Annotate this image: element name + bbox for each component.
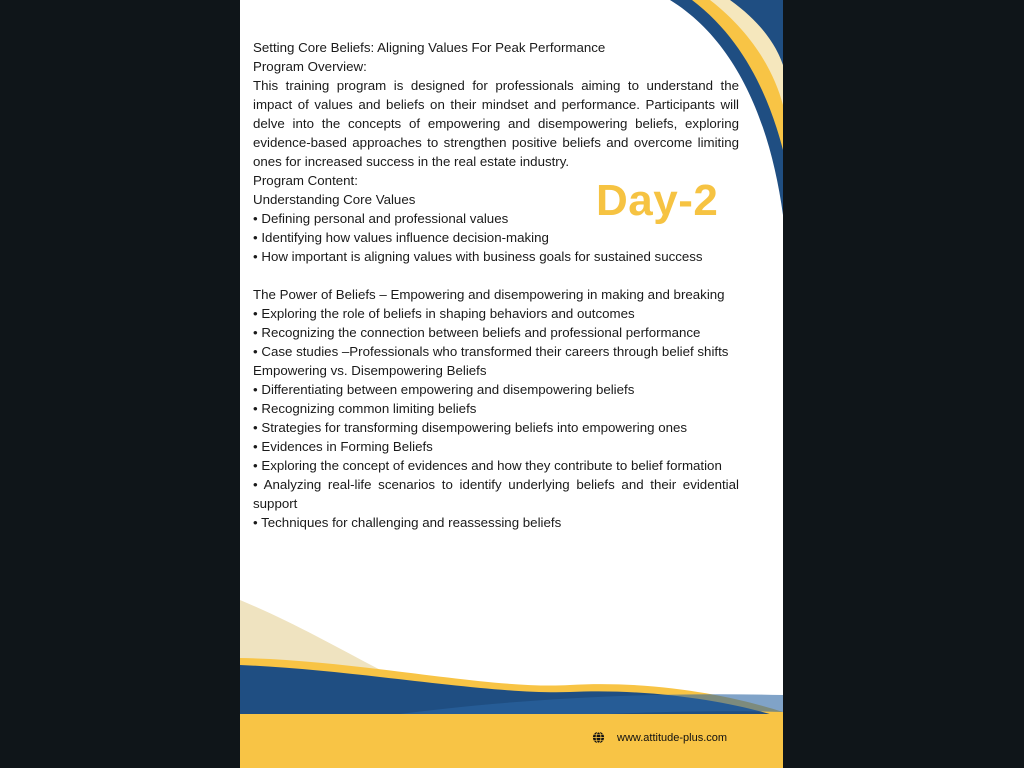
globe-icon — [592, 731, 605, 744]
spacer — [253, 266, 739, 285]
overview-text: This training program is designed for professionals aiming to understand the impact of values and beliefs on their mindset and performance. Participants will delve into the concepts of empowering and disempowering beliefs, exploring evidence-based approaches to strengthen positive beliefs and overcome limiting ones for increased success in the real estate industry. — [253, 78, 739, 169]
bullet-item: • Defining personal and professional values — [253, 211, 509, 226]
document-content — [253, 38, 739, 532]
section-heading: The Power of Beliefs – Empowering and disempowering in making and breaking — [253, 287, 725, 302]
document-title: Setting Core Beliefs: Aligning Values For Peak Performance — [253, 40, 606, 55]
document-page — [240, 0, 783, 768]
bullet-item: • Recognizing the connection between beliefs and professional performance — [253, 325, 701, 340]
footer-website[interactable] — [592, 731, 727, 744]
website-url[interactable]: www.attitude-plus.com — [617, 731, 728, 744]
bullet-item: • Exploring the role of beliefs in shaping behaviors and outcomes — [253, 306, 635, 321]
bullet-item: • Recognizing common limiting beliefs — [253, 401, 477, 416]
bullet-item: • Exploring the concept of evidences and how they contribute to belief formation — [253, 458, 722, 473]
section-heading: Empowering vs. Disempowering Beliefs — [253, 363, 487, 378]
bullet-item: • Differentiating between empowering and disempowering beliefs — [253, 382, 635, 397]
bullet-item: • Evidences in Forming Beliefs — [253, 439, 433, 454]
section-heading: Understanding Core Values — [253, 192, 416, 207]
bullet-item: • Strategies for transforming disempowering beliefs into empowering ones — [253, 420, 688, 435]
day-label: Day-2 — [596, 176, 719, 225]
bullet-item: • Analyzing real-life scenarios to identify underlying beliefs and their evidential support — [253, 477, 739, 511]
bullet-item: • Identifying how values influence decision-making — [253, 230, 549, 245]
bullet-item: • Techniques for challenging and reassessing beliefs — [253, 515, 562, 530]
content-heading: Program Content: — [253, 173, 358, 188]
overview-heading: Program Overview: — [253, 59, 367, 74]
bullet-item: • Case studies –Professionals who transformed their careers through belief shifts — [253, 344, 729, 359]
bullet-item: • How important is aligning values with business goals for sustained success — [253, 249, 703, 264]
